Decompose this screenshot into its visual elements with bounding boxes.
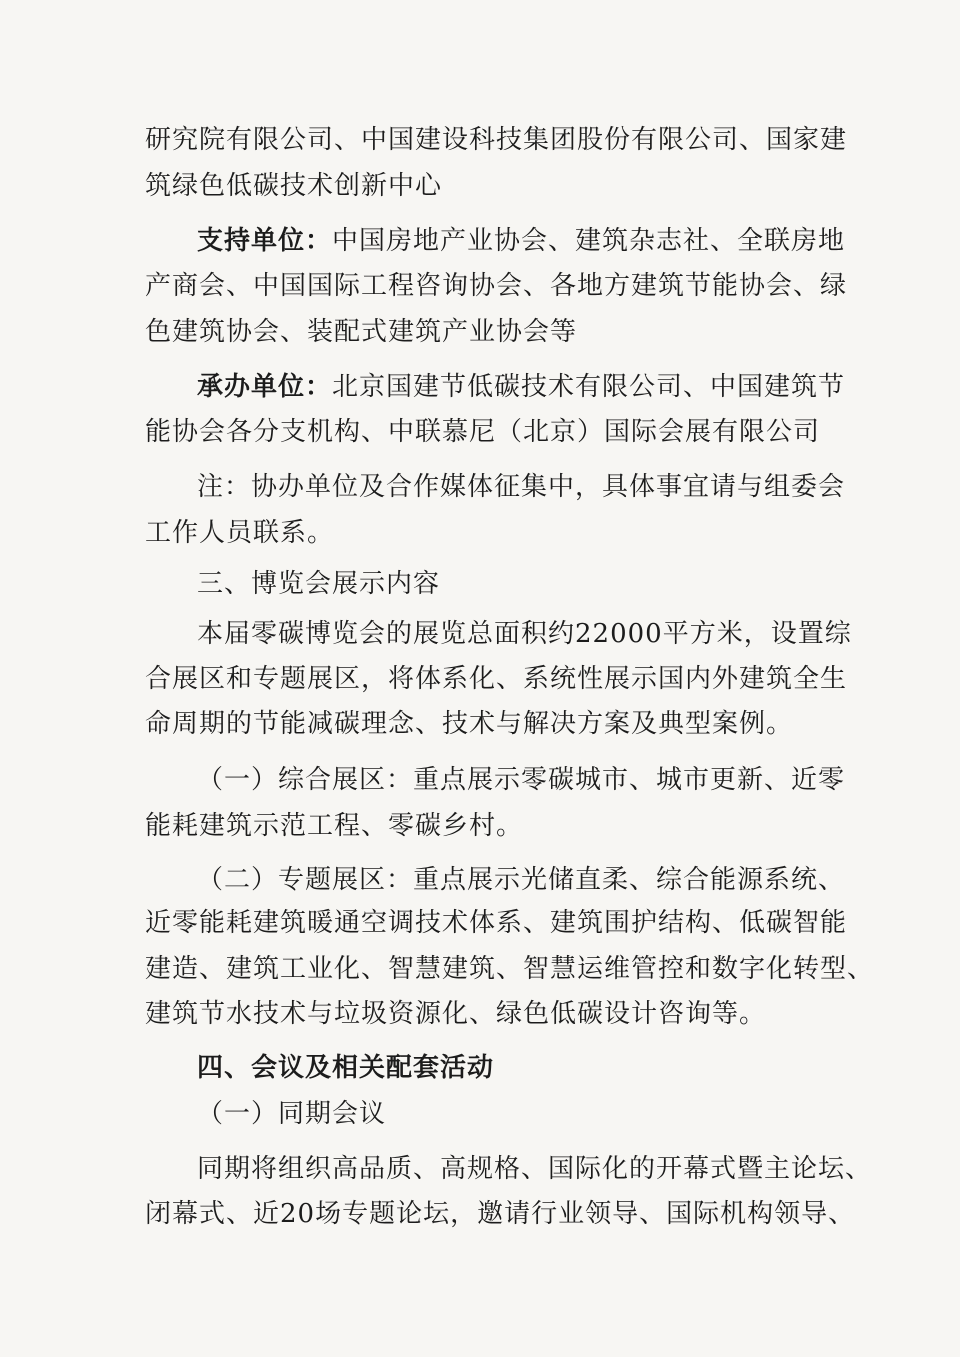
text-line bbox=[145, 905, 848, 941]
line-text: 产商会、中国国际工程咨询协会、各地方建筑节能协会、绿 bbox=[145, 271, 848, 301]
line-text: 命周期的节能减碳理念、技术与解决方案及典型案例。 bbox=[145, 709, 794, 739]
text-line bbox=[145, 168, 817, 204]
line-text: （二）专题展区：重点展示光储直柔、综合能源系统、 bbox=[197, 865, 846, 895]
line-text: 注：协办单位及合作媒体征集中，具体事宜请与组委会 bbox=[197, 472, 846, 502]
paragraph-supporting-units bbox=[197, 223, 846, 259]
label-supporting-units: 支持单位： bbox=[197, 226, 333, 256]
line-text: 能耗建筑示范工程、零碳乡村。 bbox=[145, 811, 524, 841]
text-line bbox=[197, 1151, 873, 1187]
text-line bbox=[145, 996, 817, 1032]
line-text: 筑绿色低碳技术创新中心 bbox=[145, 171, 443, 201]
line-text: 本届零碳博览会的展览总面积约22000平方米，设置综 bbox=[197, 619, 852, 649]
text-line bbox=[145, 951, 875, 987]
text-line bbox=[145, 808, 817, 844]
heading-text: 四、会议及相关配套活动 bbox=[197, 1053, 495, 1083]
line-text: 工作人员联系。 bbox=[145, 518, 335, 548]
text-line bbox=[145, 414, 821, 450]
text-line bbox=[145, 515, 817, 551]
text-line bbox=[145, 661, 848, 697]
label-organizer-units: 承办单位： bbox=[197, 372, 333, 402]
heading-text: 三、博览会展示内容 bbox=[197, 569, 441, 599]
line-text: 北京国建节低碳技术有限公司、中国建筑节 bbox=[332, 372, 846, 402]
text-line bbox=[145, 314, 817, 350]
text-line bbox=[145, 1196, 856, 1232]
paragraph-organizer-units bbox=[197, 369, 846, 405]
line-text: 建筑节水技术与垃圾资源化、绿色低碳设计咨询等。 bbox=[145, 999, 767, 1029]
line-text: 色建筑协会、装配式建筑产业协会等 bbox=[145, 317, 578, 347]
line-text: 近零能耗建筑暖通空调技术体系、建筑围护结构、低碳智能 bbox=[145, 908, 848, 938]
line-text: 能协会各分支机构、中联慕尼（北京）国际会展有限公司 bbox=[145, 417, 821, 447]
subsection-heading bbox=[197, 1096, 817, 1132]
text-line bbox=[145, 268, 848, 304]
line-text: 同期将组织高品质、高规格、国际化的开幕式暨主论坛、 bbox=[197, 1154, 873, 1184]
line-text: 合展区和专题展区，将体系化、系统性展示国内外建筑全生 bbox=[145, 664, 848, 694]
line-text: （一）综合展区：重点展示零碳城市、城市更新、近零 bbox=[197, 765, 846, 795]
section-heading-3 bbox=[197, 566, 817, 602]
line-text: 中国房地产业协会、建筑杂志社、全联房地 bbox=[332, 226, 846, 256]
text-line bbox=[145, 706, 817, 742]
line-text: 研究院有限公司、中国建设科技集团股份有限公司、国家建 bbox=[145, 125, 848, 155]
text-line bbox=[197, 862, 846, 898]
text-line bbox=[197, 616, 852, 652]
heading-text: （一）同期会议 bbox=[197, 1099, 387, 1129]
text-line bbox=[145, 122, 848, 158]
text-line bbox=[197, 762, 846, 798]
line-text: 建造、建筑工业化、智慧建筑、智慧运维管控和数字化转型、 bbox=[145, 954, 875, 984]
section-heading-4 bbox=[197, 1050, 817, 1086]
line-text: 闭幕式、近20场专题论坛，邀请行业领导、国际机构领导、 bbox=[145, 1199, 856, 1229]
note-paragraph bbox=[197, 469, 846, 505]
